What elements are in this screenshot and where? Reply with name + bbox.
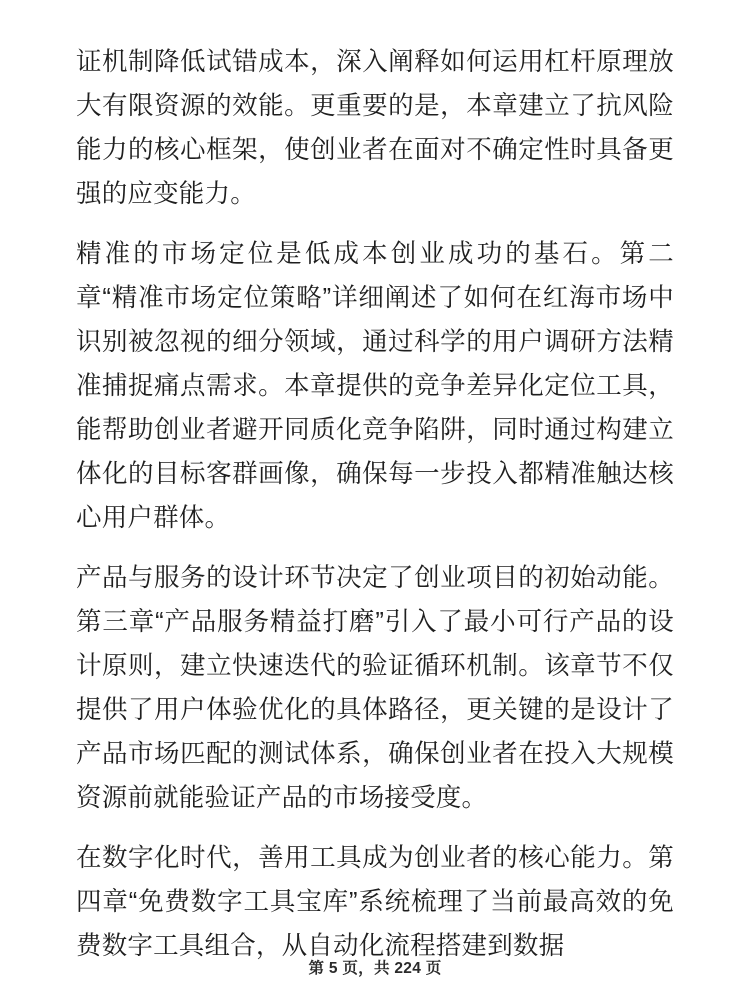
paragraph: 证机制降低试错成本，深入阐释如何运用杠杆原理放大有限资源的效能。更重要的是，本章建立了抗风险能力的核心框架，使创业者在面对不确定性时具备更强的应变能力。: [76, 48, 674, 208]
paragraph: 在数字化时代，善用工具成为创业者的核心能力。第四章“免费数字工具宝库”系统梳理了当前最高效的免费数字工具组合，从自动化流程搭建到数据: [76, 844, 674, 960]
page-footer: 第 5 页，共 224 页: [308, 960, 442, 977]
document-body: [76, 40, 674, 968]
paragraph: 精准的市场定位是低成本创业成功的基石。第二章“精准市场定位策略”详细阐述了如何在红海市场中识别被忽视的细分领域，通过科学的用户调研方法精准捕捉痛点需求。本章提供的竞争差异化定位工具，能帮助创业者避开同质化竞争陷阱，同时通过构建立体化的目标客群画像，确保每一步投入都精准触达核心用户群体。: [76, 240, 674, 532]
paragraph: 产品与服务的设计环节决定了创业项目的初始动能。第三章“产品服务精益打磨”引入了最小可行产品的设计原则，建立快速迭代的验证循环机制。该章节不仅提供了用户体验优化的具体路径，更关键的是设计了产品市场匹配的测试体系，确保创业者在投入大规模资源前就能验证产品的市场接受度。: [76, 564, 674, 812]
